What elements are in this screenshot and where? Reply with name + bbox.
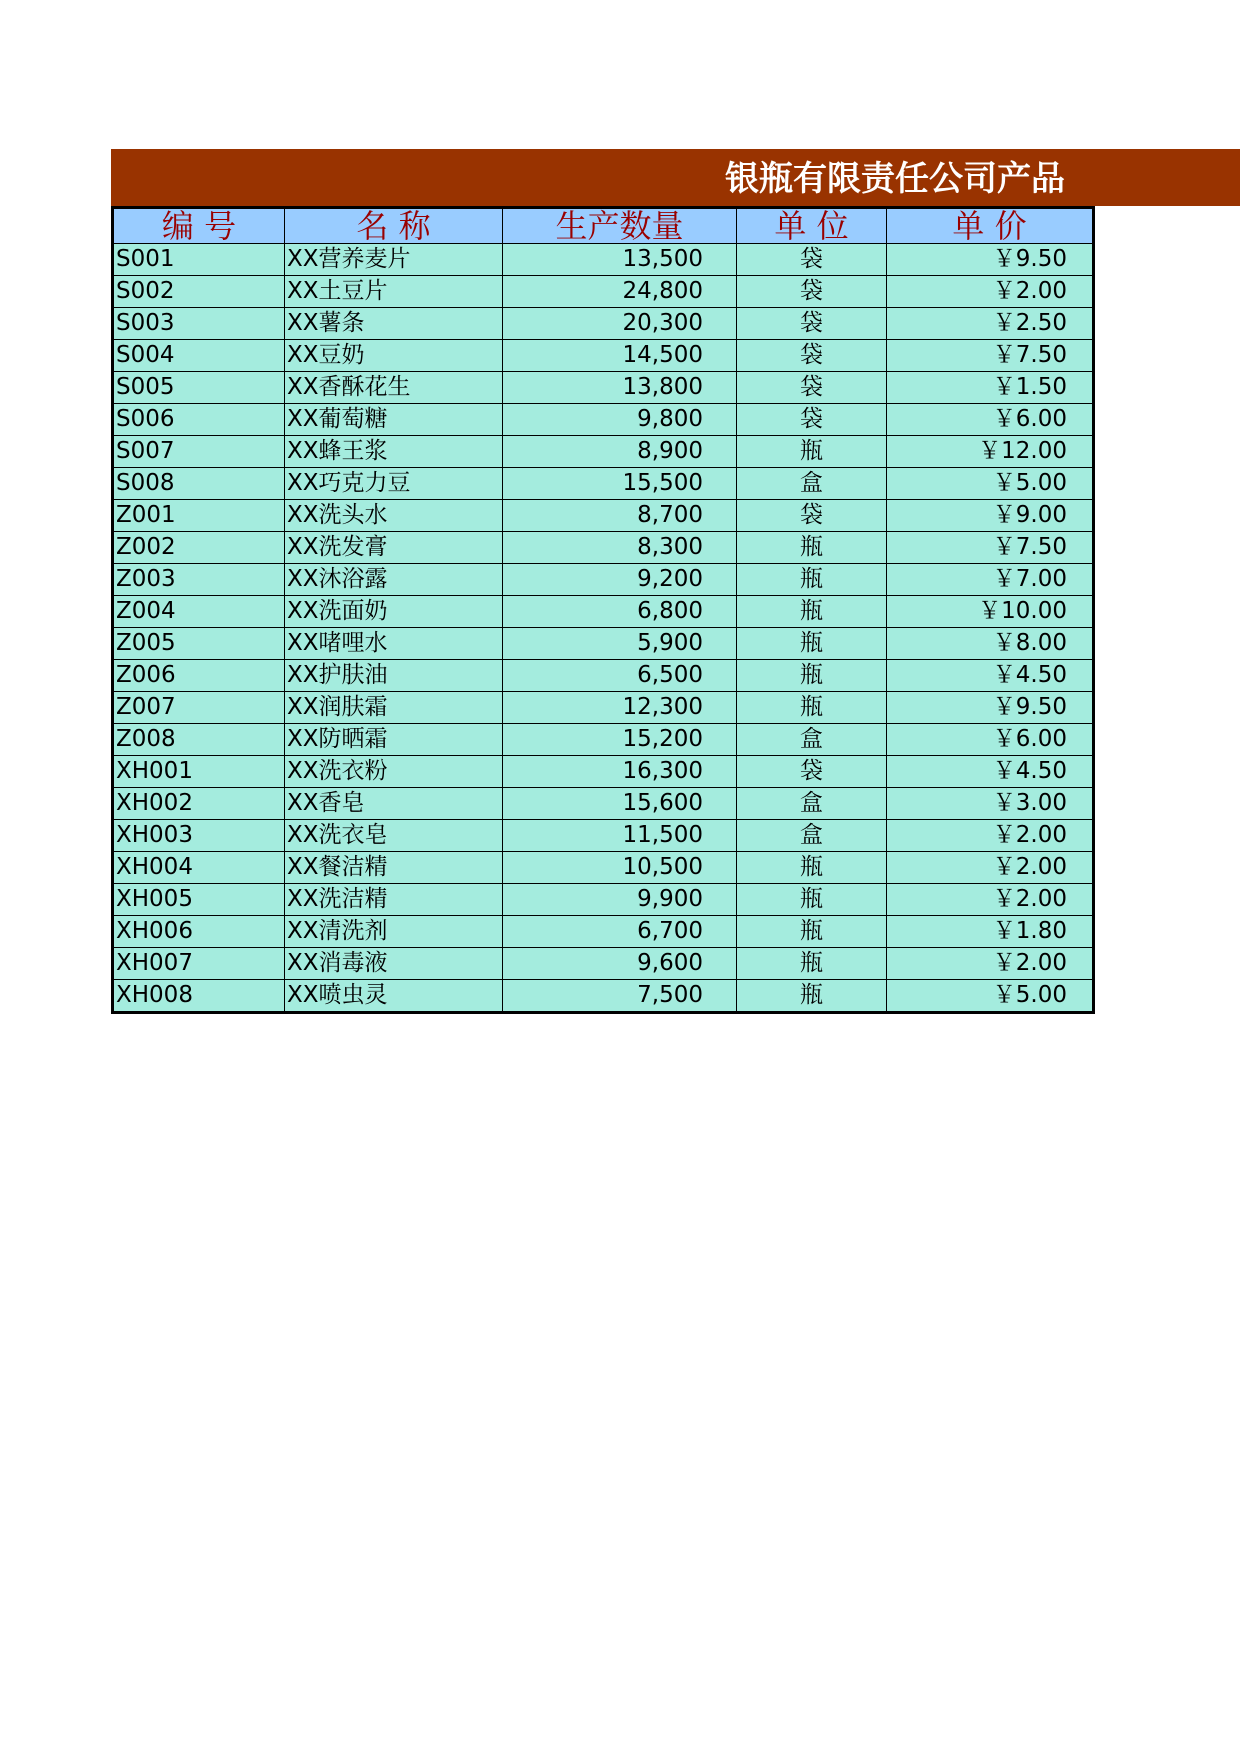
table-row (113, 308, 1094, 340)
cell-unit[interactable]: 袋 (737, 372, 887, 404)
cell-code[interactable]: S003 (113, 308, 285, 340)
cell-unit[interactable]: 袋 (737, 244, 887, 276)
cell-quantity[interactable]: 16,300 (503, 756, 737, 788)
cell-price[interactable]: ￥9.00 (887, 500, 1094, 532)
cell-name[interactable]: XX蜂王浆 (285, 436, 503, 468)
cell-code[interactable]: XH008 (113, 980, 285, 1013)
cell-quantity[interactable]: 14,500 (503, 340, 737, 372)
cell-code[interactable]: XH005 (113, 884, 285, 916)
cell-code[interactable]: XH002 (113, 788, 285, 820)
cell-quantity[interactable]: 12,300 (503, 692, 737, 724)
cell-quantity[interactable]: 5,900 (503, 628, 737, 660)
cell-unit[interactable]: 盒 (737, 820, 887, 852)
table-row (113, 820, 1094, 852)
cell-quantity[interactable]: 9,800 (503, 404, 737, 436)
cell-quantity[interactable]: 13,800 (503, 372, 737, 404)
cell-name[interactable]: XX清洗剂 (285, 916, 503, 948)
cell-unit[interactable]: 瓶 (737, 916, 887, 948)
cell-quantity[interactable]: 8,700 (503, 500, 737, 532)
cell-quantity[interactable]: 9,900 (503, 884, 737, 916)
cell-name[interactable]: XX喷虫灵 (285, 980, 503, 1013)
cell-unit[interactable]: 袋 (737, 308, 887, 340)
cell-price[interactable]: ￥2.00 (887, 852, 1094, 884)
cell-price[interactable]: ￥1.80 (887, 916, 1094, 948)
table-row (113, 980, 1094, 1013)
cell-code[interactable]: S004 (113, 340, 285, 372)
cell-price[interactable]: ￥6.00 (887, 404, 1094, 436)
cell-price[interactable]: ￥1.50 (887, 372, 1094, 404)
cell-code[interactable]: Z006 (113, 660, 285, 692)
cell-code[interactable]: Z002 (113, 532, 285, 564)
header-unit[interactable]: 单 位 (737, 208, 887, 244)
cell-code[interactable]: S008 (113, 468, 285, 500)
cell-price[interactable]: ￥12.00 (887, 436, 1094, 468)
table-row (113, 692, 1094, 724)
cell-code[interactable]: S001 (113, 244, 285, 276)
cell-code[interactable]: Z001 (113, 500, 285, 532)
cell-code[interactable]: S002 (113, 276, 285, 308)
table-row (113, 628, 1094, 660)
header-row (113, 208, 1094, 244)
cell-price[interactable]: ￥9.50 (887, 692, 1094, 724)
cell-price[interactable]: ￥7.00 (887, 564, 1094, 596)
cell-quantity[interactable]: 15,500 (503, 468, 737, 500)
cell-price[interactable]: ￥3.00 (887, 788, 1094, 820)
cell-price[interactable]: ￥5.00 (887, 980, 1094, 1013)
cell-price[interactable]: ￥2.50 (887, 308, 1094, 340)
cell-name[interactable]: XX消毒液 (285, 948, 503, 980)
cell-price[interactable]: ￥10.00 (887, 596, 1094, 628)
table-row (113, 340, 1094, 372)
cell-unit[interactable]: 盒 (737, 468, 887, 500)
cell-unit[interactable]: 瓶 (737, 532, 887, 564)
page-title: 银瓶有限责任公司产品 (725, 159, 1065, 199)
cell-price[interactable]: ￥7.50 (887, 532, 1094, 564)
cell-name[interactable]: XX沐浴露 (285, 564, 503, 596)
cell-code[interactable]: Z004 (113, 596, 285, 628)
header-name[interactable]: 名 称 (285, 208, 503, 244)
cell-price[interactable]: ￥2.00 (887, 884, 1094, 916)
cell-code[interactable]: Z008 (113, 724, 285, 756)
cell-name[interactable]: XX洗头水 (285, 500, 503, 532)
table-row (113, 596, 1094, 628)
header-price[interactable]: 单 价 (887, 208, 1094, 244)
title-bar (111, 149, 1240, 206)
cell-code[interactable]: Z003 (113, 564, 285, 596)
table-row (113, 948, 1094, 980)
cell-quantity[interactable]: 11,500 (503, 820, 737, 852)
cell-name[interactable]: XX葡萄糖 (285, 404, 503, 436)
cell-unit[interactable]: 瓶 (737, 948, 887, 980)
table-row (113, 276, 1094, 308)
cell-name[interactable]: XX洗洁精 (285, 884, 503, 916)
cell-name[interactable]: XX香酥花生 (285, 372, 503, 404)
table-row (113, 660, 1094, 692)
cell-price[interactable]: ￥6.00 (887, 724, 1094, 756)
cell-unit[interactable]: 瓶 (737, 692, 887, 724)
cell-quantity[interactable]: 9,200 (503, 564, 737, 596)
cell-unit[interactable]: 瓶 (737, 852, 887, 884)
cell-name[interactable]: XX护肤油 (285, 660, 503, 692)
cell-unit[interactable]: 瓶 (737, 884, 887, 916)
table-row (113, 884, 1094, 916)
table-row (113, 916, 1094, 948)
table-row (113, 372, 1094, 404)
cell-code[interactable]: XH001 (113, 756, 285, 788)
table-row (113, 724, 1094, 756)
cell-price[interactable]: ￥7.50 (887, 340, 1094, 372)
cell-code[interactable]: Z005 (113, 628, 285, 660)
table-row (113, 468, 1094, 500)
cell-unit[interactable]: 盒 (737, 724, 887, 756)
cell-quantity[interactable]: 9,600 (503, 948, 737, 980)
cell-unit[interactable]: 瓶 (737, 660, 887, 692)
cell-unit[interactable]: 袋 (737, 500, 887, 532)
table-row (113, 756, 1094, 788)
table-body (113, 244, 1094, 1013)
cell-unit[interactable]: 盒 (737, 788, 887, 820)
cell-name[interactable]: XX洗面奶 (285, 596, 503, 628)
cell-name[interactable]: XX营养麦片 (285, 244, 503, 276)
cell-quantity[interactable]: 7,500 (503, 980, 737, 1013)
cell-unit[interactable]: 袋 (737, 276, 887, 308)
cell-quantity[interactable]: 8,900 (503, 436, 737, 468)
cell-quantity[interactable]: 20,300 (503, 308, 737, 340)
cell-price[interactable]: ￥4.50 (887, 756, 1094, 788)
cell-code[interactable]: Z007 (113, 692, 285, 724)
cell-unit[interactable]: 袋 (737, 404, 887, 436)
cell-price[interactable]: ￥2.00 (887, 276, 1094, 308)
cell-name[interactable]: XX餐洁精 (285, 852, 503, 884)
cell-code[interactable]: XH003 (113, 820, 285, 852)
cell-unit[interactable]: 瓶 (737, 564, 887, 596)
table-row (113, 500, 1094, 532)
cell-quantity[interactable]: 6,800 (503, 596, 737, 628)
cell-name[interactable]: XX防晒霜 (285, 724, 503, 756)
header-code[interactable]: 编 号 (113, 208, 285, 244)
cell-name[interactable]: XX香皂 (285, 788, 503, 820)
table-row (113, 244, 1094, 276)
cell-unit[interactable]: 瓶 (737, 628, 887, 660)
cell-code[interactable]: XH004 (113, 852, 285, 884)
cell-code[interactable]: XH006 (113, 916, 285, 948)
cell-price[interactable]: ￥2.00 (887, 948, 1094, 980)
cell-price[interactable]: ￥4.50 (887, 660, 1094, 692)
cell-code[interactable]: S006 (113, 404, 285, 436)
cell-price[interactable]: ￥8.00 (887, 628, 1094, 660)
table-row (113, 436, 1094, 468)
cell-name[interactable]: XX润肤霜 (285, 692, 503, 724)
table-row (113, 852, 1094, 884)
cell-quantity[interactable]: 6,500 (503, 660, 737, 692)
cell-quantity[interactable]: 8,300 (503, 532, 737, 564)
cell-unit[interactable]: 瓶 (737, 596, 887, 628)
cell-price[interactable]: ￥9.50 (887, 244, 1094, 276)
cell-name[interactable]: XX洗衣皂 (285, 820, 503, 852)
cell-quantity[interactable]: 15,200 (503, 724, 737, 756)
table-row (113, 532, 1094, 564)
product-table (111, 206, 1095, 1014)
header-quantity[interactable]: 生产数量 (503, 208, 737, 244)
cell-code[interactable]: XH007 (113, 948, 285, 980)
cell-unit[interactable]: 瓶 (737, 980, 887, 1013)
cell-quantity[interactable]: 24,800 (503, 276, 737, 308)
cell-unit[interactable]: 袋 (737, 340, 887, 372)
cell-name[interactable]: XX薯条 (285, 308, 503, 340)
cell-quantity[interactable]: 6,700 (503, 916, 737, 948)
cell-code[interactable]: S005 (113, 372, 285, 404)
cell-name[interactable]: XX土豆片 (285, 276, 503, 308)
cell-price[interactable]: ￥5.00 (887, 468, 1094, 500)
cell-price[interactable]: ￥2.00 (887, 820, 1094, 852)
table-row (113, 404, 1094, 436)
cell-quantity[interactable]: 10,500 (503, 852, 737, 884)
cell-name[interactable]: XX洗发膏 (285, 532, 503, 564)
cell-quantity[interactable]: 13,500 (503, 244, 737, 276)
table-row (113, 788, 1094, 820)
cell-name[interactable]: XX巧克力豆 (285, 468, 503, 500)
cell-code[interactable]: S007 (113, 436, 285, 468)
cell-unit[interactable]: 瓶 (737, 436, 887, 468)
cell-name[interactable]: XX洗衣粉 (285, 756, 503, 788)
cell-name[interactable]: XX啫哩水 (285, 628, 503, 660)
cell-name[interactable]: XX豆奶 (285, 340, 503, 372)
cell-quantity[interactable]: 15,600 (503, 788, 737, 820)
table-row (113, 564, 1094, 596)
cell-unit[interactable]: 袋 (737, 756, 887, 788)
